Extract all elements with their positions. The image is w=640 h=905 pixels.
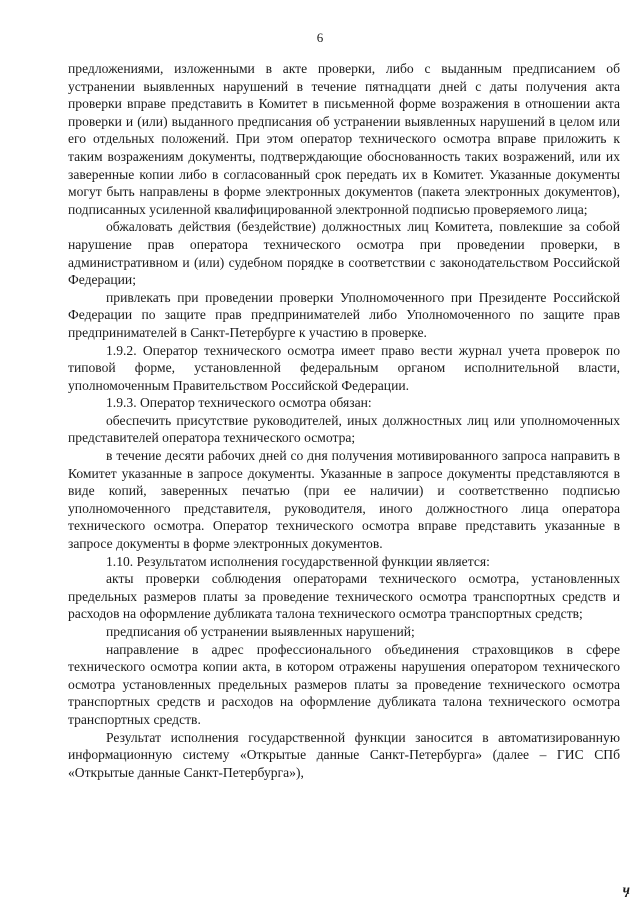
- paragraph: предписания об устранении выявленных нарушений;: [106, 624, 415, 639]
- paragraph: обеспечить присутствие руководителей, иных должностных лиц или уполномоченных представителей оператора технического осмотра;: [68, 412, 620, 446]
- paragraph: направление в адрес профессионального объединения страховщиков в сфере технического осмотра копии акта, в котором отражены нарушения оператором технического осмотра установленных предельных размеров платы за проведение технического осмотра транспортных средств и расходов на оформление дубликата талона технического осмотра транспортных средств.: [68, 641, 620, 727]
- document-body: [68, 60, 620, 781]
- paragraph: акты проверки соблюдения операторами технического осмотра, установленных предельных размеров платы за проведение технического осмотра транспортных средств и расходов на оформление дубликата талона технического осмотра транспортных средств;: [68, 571, 620, 622]
- paragraph: в течение десяти рабочих дней со дня получения мотивированного запроса направить в Комитет указанные в запросе документы. Указанные в запросе документы представляются в виде копий, заверенных печатью (при ее наличии) и соответственно подписью уполномоченного представителя, руководителя, иного должностного лица оператора технического осмотра. Оператор технического осмотра вправе представить указанные в запросе документы в форме электронных документов.: [68, 448, 620, 552]
- corner-handwritten-mark: ӌ: [622, 883, 630, 898]
- paragraph: Результат исполнения государственной функции заносится в автоматизированную информационную систему «Открытые данные Санкт-Петербурга» (далее – ГИС СПб «Открытые данные Санкт-Петербурга»),: [68, 729, 620, 780]
- page-number: 6: [316, 30, 324, 45]
- paragraph: 1.10. Результатом исполнения государственной функции является:: [106, 553, 490, 569]
- paragraph: обжаловать действия (бездействие) должностных лиц Комитета, повлекшие за собой нарушение прав оператора технического осмотра при проведении проверки, в административном и (или) судебном порядке в соответствии с законодательством Российской Федерации;: [68, 219, 620, 288]
- paragraph: предложениями, изложенными в акте проверки, либо с выданным предписанием об устранении выявленных нарушений в течение пятнадцати дней с даты получения акта проверки вправе представить в Комитет в письменной форме возражения в отношении акта проверки и (или) выданного предписания об устранении выявленных нарушений в целом или его отдельных положений. При этом оператор технического осмотра вправе приложить к таким возражениям документы, подтверждающие обоснованность таких возражений, или их заверенные копии либо в согласованный срок передать их в Комитет. Указанные документы могут быть направлены в форме электронных документов (пакета электронных документов), подписанных усиленной квалифицированной электронной подписью проверяемого лица;: [68, 61, 620, 217]
- paragraph: 1.9.3. Оператор технического осмотра обязан:: [106, 395, 372, 411]
- paragraph: 1.9.2. Оператор технического осмотра имеет право вести журнал учета проверок по типовой форме, установленной федеральным органом исполнительной власти, уполномоченным Правительством Российской Федерации.: [68, 342, 620, 393]
- paragraph: привлекать при проведении проверки Уполномоченного при Президенте Российской Федерации по защите прав предпринимателей либо Уполномоченного по защите прав предпринимателей в Санкт-Петербурге к участию в проверке.: [68, 289, 620, 340]
